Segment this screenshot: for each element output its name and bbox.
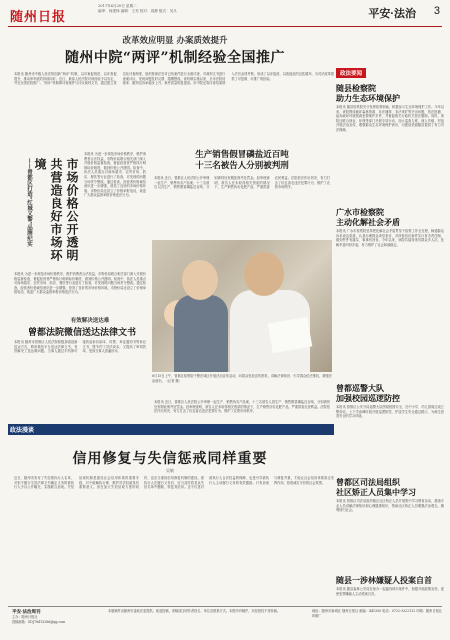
photo-caption: 6月15日上午，曾都区检察院干警在城区开展法治宣传活动，向群众发放宣传资料，讲解法律知识，引导群众依法维权，增强法治意识。（记者 摄） — [152, 374, 332, 383]
news-photo — [152, 240, 332, 372]
mid-story-body-cont: 本报讯 近日，曾都区人民法院公开审理一起生产、销售伪劣产品案，十三名被告人因生产、销售假冒磷盐近百吨，分别被判处有期徒刑并处罚金。经审理查明，被告人在未取得相关资质的情况下，生产销售伪劣化肥产品，严重损害农民利益。法院依法作出判决，有力打击了坑农害农违法犯罪行为，维护了农资市场秩序。 — [154, 400, 330, 414]
footer-right: 地址：随州市新城区 随州日报社 邮编：441300 电话：0722-3322112 印刷：随州日报社印刷厂 — [312, 609, 442, 618]
brief-title[interactable]: 曾都区司法局组织 社区矫正人员集中学习 — [336, 477, 416, 497]
brief-title[interactable]: 曾都巡警大队 加强校园巡逻防控 — [336, 383, 400, 403]
brief-body: 本报讯 随县森林公安局在侦办一起滥伐林木案件中，积极开展政策宣传，促使犯罪嫌疑人主动投案自首。 — [336, 587, 444, 596]
footer-rule — [8, 606, 442, 607]
brief-body: 本报讯 广水市检察院坚持把化解社会矛盾贯穿于检察工作全过程，畅通群众诉求表达渠道，认真办理群众来信来访，对涉检信访案件实行首办责任制，做到件件有落实、事事有回音。今年以来，该院共接待来访群众多人次，化解矛盾纠纷多起，有力维护了社会和谐稳定。 — [336, 229, 444, 247]
page-number: 3 — [433, 5, 440, 17]
lead-kicker: 改革效应明显 办案质效提升 — [122, 36, 228, 46]
lead-headline[interactable]: 随州中院“两评”机制经验全国推广 — [64, 50, 286, 66]
lead-body: 本报讯 随州市中级人民法院创新“两评”机制，以评案促规范、以评查促提升，推动审判质效持续向好。近日，最高人民法院对该经验予以肯定，并在全国法院推广。“两评”机制即评查案件与评议裁判文书，通过建立常态化评查制度，组织资深法官对已结案件进行全面评查，对裁判文书进行逐案评议，发现问题及时反馈、限期整改。该机制实施以来，全市法院结案率、服判息诉率稳步上升，案件质量明显提高。市中院还将评查结果纳入法官业绩考核，形成了以评促改、以改促优的良性循环，为司法改革提供了可复制、可推广的经验。 — [14, 72, 334, 86]
newspaper-logo: 随州日报 — [10, 9, 67, 25]
brief-title[interactable]: 随县一涉林嫌疑人投案自首 — [336, 575, 432, 585]
opinion-headline[interactable]: 信用修复与失信惩戒同样重要 — [72, 451, 268, 467]
brief-title[interactable]: 随县检察院 助力生态环境保护 — [336, 83, 400, 103]
masthead — [10, 6, 70, 24]
sub-story-body: 本报讯 随州市曾都区人民法院积极探索创新送达方式，利用微信平台送达法律文书，有效解决了送达难问题。当事人通过手机即可接收起诉状副本、传票、举证通知书等诉讼文书，既节约了司法成本，又提高了审判效率，受到当事人普遍好评。 — [14, 340, 146, 354]
opinion-author: 吴敏 — [166, 468, 174, 473]
brief-title[interactable]: 广水市检察院 主动化解社会矛盾 — [336, 207, 400, 227]
left-story-body-cont: 本报讯 为进一步规范市场价格秩序，维护消费者合法权益，市物价局联合相关部门深入开展价格监督检查，督促经营者严格执行明码标价制度，做到价格公开透明。检查中，执法人员重点对商场超市、农贸市场、药店、餐饮等行业进行了检查，对发现的问题当场责令整改。通过检查，经营者价格诚信意识进一步增强，营造了良好的市场价格环境。市物价局还设立了价格举报电话，欢迎广大群众监督举报价格违法行为。 — [14, 272, 146, 295]
left-story-body: 本报讯 为进一步规范市场价格秩序，维护消费者合法权益，市物价局联合相关部门深入开展价格监督检查，督促经营者严格执行明码标价制度，做到价格公开透明。检查中，执法人员重点对商场超市、农贸市场、药店、餐饮等行业进行了检查，对发现的问题当场责令整改。通过检查，经营者价格诚信意识进一步增强，营造了良好的市场价格环境。市物价局还设立了价格举报电话，欢迎广大群众监督举报价格违法行为。 — [84, 152, 146, 198]
left-story-kicker: ——曾都区打造“红城义警”品牌纪实 — [26, 158, 32, 247]
news-brief-bar: 政法要闻 — [336, 68, 366, 78]
sub-story-kicker: 有效解决送达难 — [70, 318, 110, 324]
issue-info: 2017年6月20日 星期二 编审：尚建林 编辑：王亮 校对：周静 版式：吴凡 — [98, 4, 177, 13]
opinion-tag: 政法漫谈 — [10, 428, 35, 434]
header-rule — [8, 26, 442, 27]
footer-title: 平安·法治周刊 — [12, 609, 41, 614]
brief-body: 本报讯 曾都区司法局组织辖区社区矫正人员开展集中学习教育活动，邀请专业人员讲解法律知识和心理健康知识，帮助社区矫正人员增强法治观念，顺利回归社会。 — [336, 499, 444, 513]
brief-body: 本报讯 随县检察院充分发挥检察职能，积极参与生态环境保护工作。今年以来，该院围绕破坏森林资源、非法捕捞、非法采矿等突出问题，依法批捕、起诉破坏环境资源犯罪案件多件，并督促相关行政机关依法履职。同时，该院还联合林业、环保等部门开展专项行动，加大巡查力度，深入乡镇、村组开展法治宣传，增强群众生态环境保护意识，为建设美丽随县提供了有力司法保障。 — [336, 105, 444, 132]
mid-story-body: 本报讯 近日，曾都区人民法院公开审理一起生产、销售伪劣产品案，十三名被告人因生产、销售假冒磷盐近百吨，分别被判处有期徒刑并处罚金。经审理查明，被告人在未取得相关资质的情况下，生产销售伪劣化肥产品，严重损害农民利益。法院依法作出判决，有力打击了坑农害农违法犯罪行为，维护了农资市场秩序。 — [154, 176, 330, 190]
footer-middle: 本版稿件由随州市委政法委提供。欢迎投稿，来稿请注明作者姓名、单位及联系方式。本报所刊稿件，未经授权不得转载。 — [108, 609, 281, 613]
brief-body: 本报讯 曾都区公安分局巡警大队围绕校园安全，在中小学、幼儿园周边设立警务站，上下学高峰时段开展巡逻防控，护送学生安全通过路口，为师生营造安全的学习环境。 — [336, 405, 444, 419]
opinion-body: 近日，随州市发布了失信被执行人名单，对拒不履行生效法律文书确定义务的被执行人予以公开曝光，实施联合惩戒。失信惩戒机制是建设社会信用体系的重要手段，对于破解执行难、维护司法权威具有重要意义。但在加大失信惩戒力度的同时，也应当重视信用修复机制的建设。被执行人在履行义务后，应当及时将其从失信名单中删除，恢复其信用。这不仅是对被执行人合法权益的保障，也是引导被执行人主动履行义务的有效激励。只有惩戒与修复并重，才能让社会信用体系真正发挥作用，营造诚实守信的社会氛围。 — [14, 476, 334, 490]
section-title: 平安·法治 — [368, 8, 416, 20]
mid-story-headline[interactable]: 生产销售假冒磷盐近百吨 十三名被告人分别被判刑 — [195, 150, 289, 171]
footer-left — [12, 609, 102, 633]
opinion-bar — [8, 424, 334, 435]
footer-left-text: 主办：随州日报社 投稿邮箱：ZDJ78413286@qq.com — [12, 615, 66, 624]
sub-story-headline[interactable]: 曾都法院微信送达法律文书 — [27, 328, 136, 338]
news-brief-column — [336, 60, 444, 625]
left-story-headline[interactable]: 市场价格公开透明 共营造良好市场环境 — [33, 158, 79, 262]
